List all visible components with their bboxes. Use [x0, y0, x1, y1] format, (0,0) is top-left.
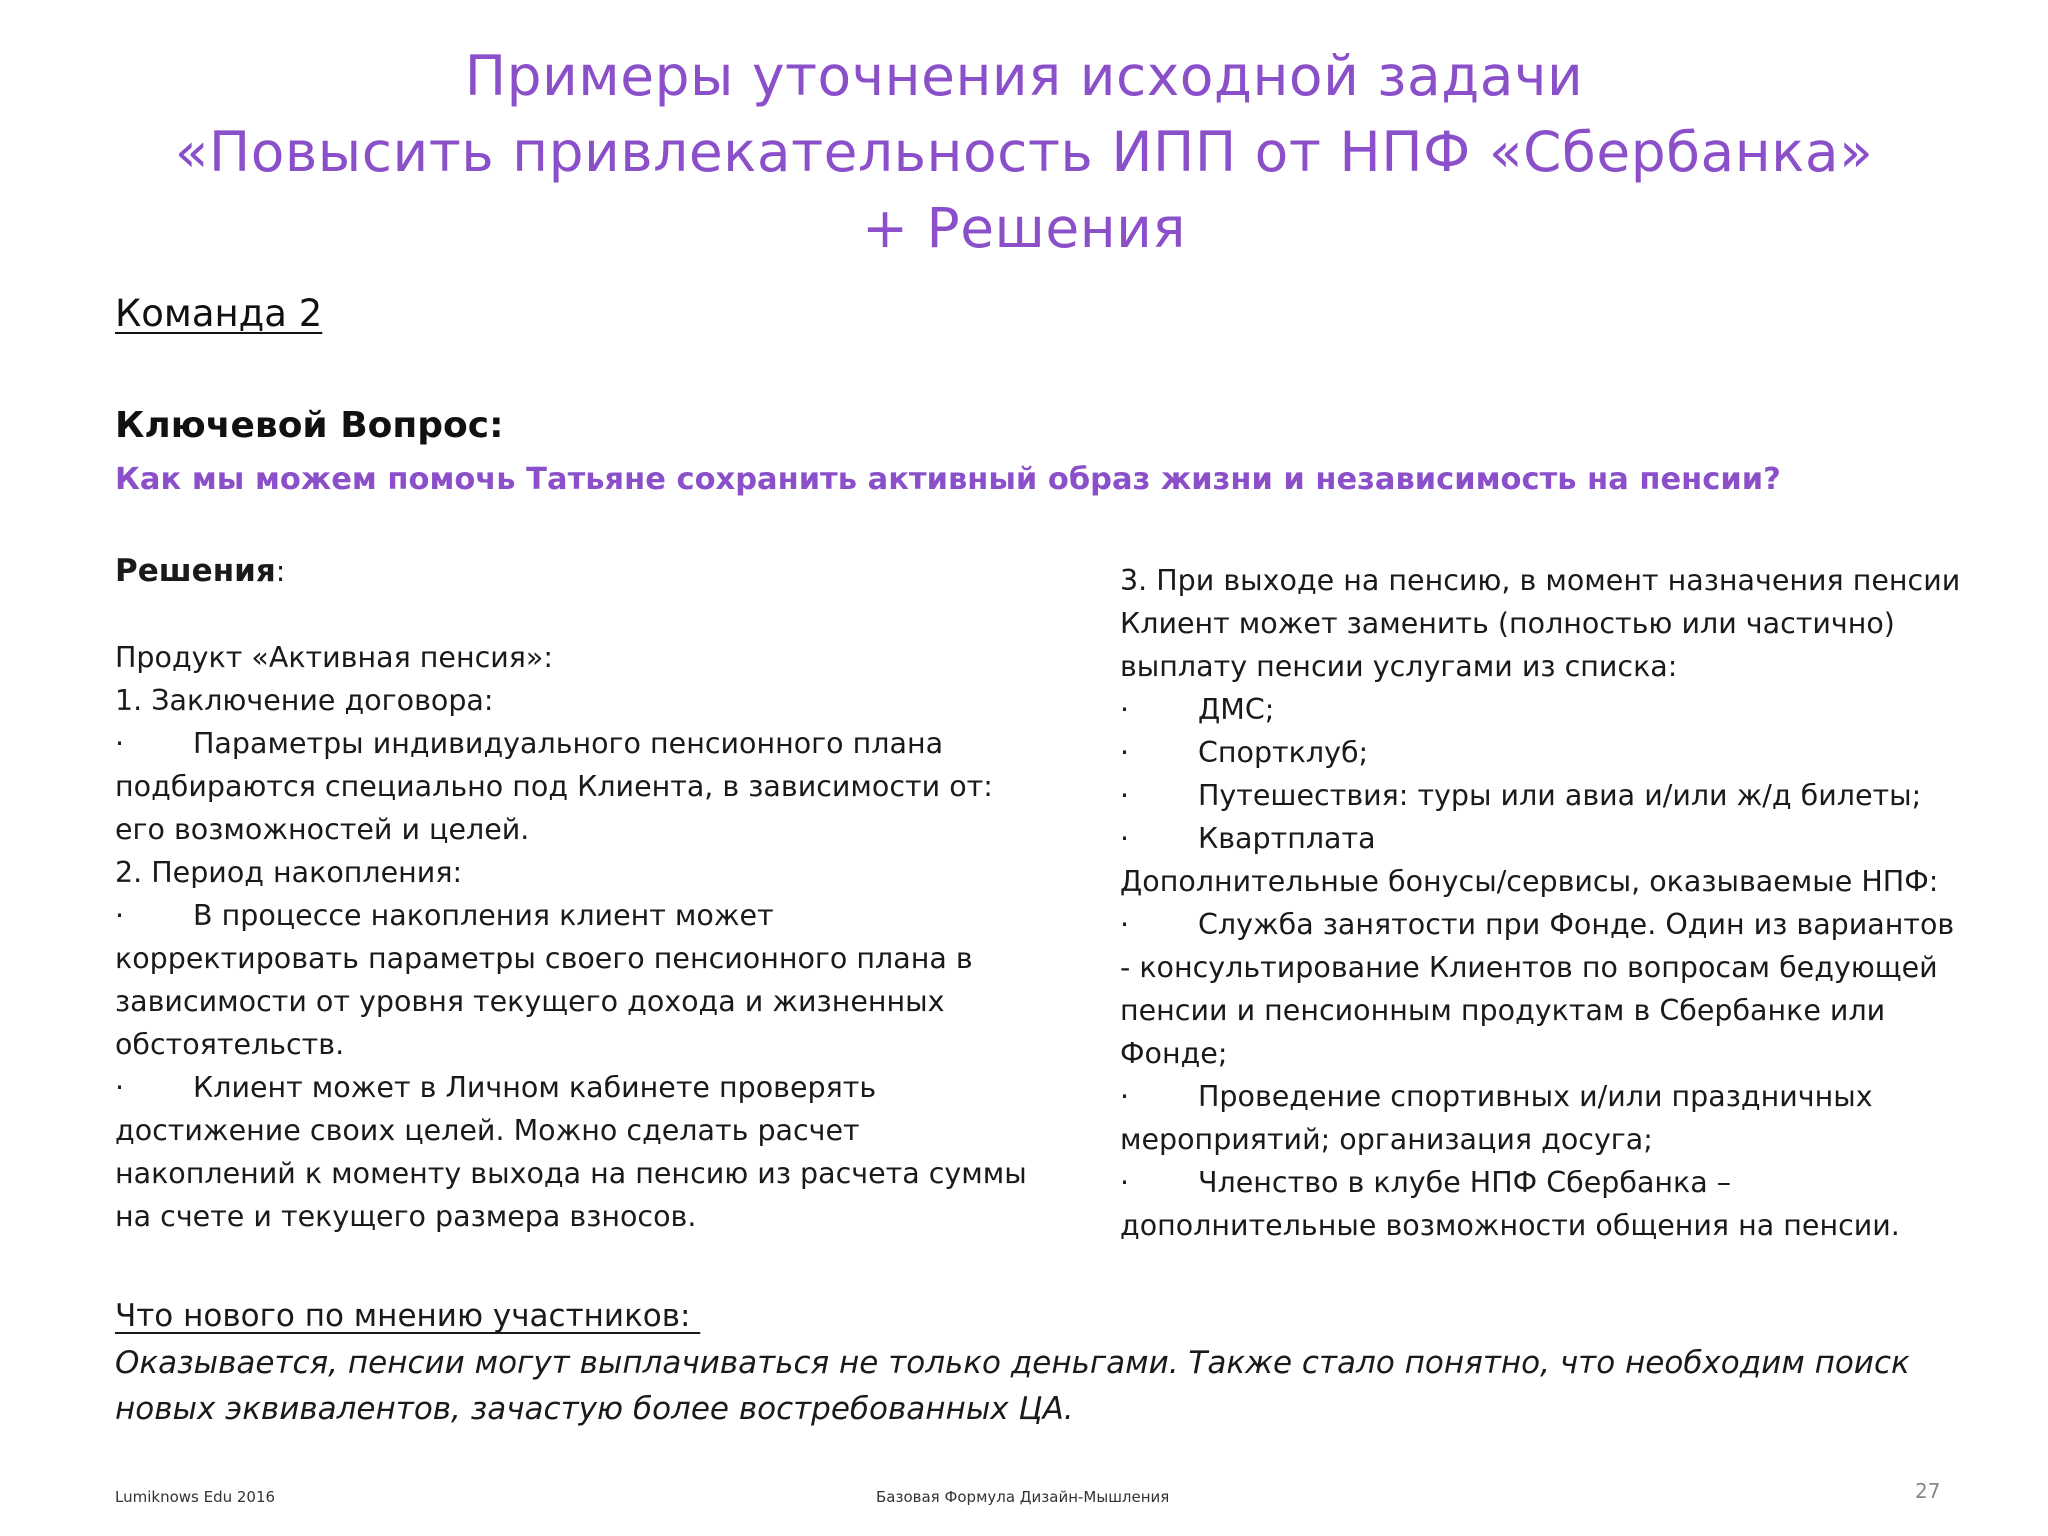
step-3-text: 3. При выходе на пенсию, в момент назначения пенсии	[1120, 564, 1961, 597]
list-item-continuation: пенсии и пенсионным продуктам в Сбербанке или	[1120, 994, 1886, 1027]
list-item: · Параметры индивидуального пенсионного плана	[115, 722, 1045, 765]
bullet-icon: ·	[1120, 908, 1130, 941]
list-item-continuation: зависимости от уровня текущего дохода и жизненных	[115, 985, 945, 1018]
list-item: · Членство в клубе НПФ Сбербанка –	[1120, 1161, 1980, 1204]
bullet-icon: ·	[115, 1071, 125, 1104]
list-item-continuation: корректировать параметры своего пенсионного плана в	[115, 942, 973, 975]
bullet-icon: ·	[1120, 1080, 1130, 1113]
solutions-left-column	[115, 550, 1045, 1238]
whats-new-label: Что нового по мнению участников:	[115, 1298, 701, 1334]
bullet-icon: ·	[1120, 1166, 1130, 1199]
solutions-right-column	[1120, 559, 1980, 1247]
bullet-icon: ·	[1120, 736, 1130, 769]
bullet-icon: ·	[1120, 779, 1130, 812]
list-item-continuation: дополнительные возможности общения на пенсии.	[1120, 1209, 1900, 1242]
list-item: · Клиент может в Личном кабинете проверять	[115, 1066, 1045, 1109]
slide-title	[0, 38, 2048, 266]
title-line-1: Примеры уточнения исходной задачи	[464, 44, 1584, 108]
bullet-icon: ·	[1120, 693, 1130, 726]
list-item-continuation: на счете и текущего размера взносов.	[115, 1200, 697, 1233]
title-line-3: + Решения	[861, 196, 1187, 260]
list-item-continuation: подбираются специально под Клиента, в зависимости от:	[115, 770, 993, 803]
list-item: · В процессе накопления клиент может	[115, 894, 1045, 937]
bullet-icon: ·	[115, 727, 125, 760]
footer-brand: Lumiknows Edu 2016	[115, 1488, 276, 1506]
key-question-text: Как мы можем помочь Татьяне сохранить активный образ жизни и независимость на пенсии?	[115, 462, 1781, 497]
list-item: · ДМС;	[1120, 688, 1980, 731]
list-item: · Проведение спортивных и/или праздничных	[1120, 1075, 1980, 1118]
bullet-icon: ·	[115, 899, 125, 932]
step-2-heading: 2. Период накопления:	[115, 856, 463, 889]
product-name: Продукт «Активная пенсия»:	[115, 641, 553, 674]
step-3-text: выплату пенсии услугами из списка:	[1120, 650, 1678, 683]
list-item-continuation: накоплений к моменту выхода на пенсию из расчета суммы	[115, 1157, 1027, 1190]
step-3-text: Клиент может заменить (полностью или частично)	[1120, 607, 1895, 640]
list-item-continuation: мероприятий; организация досуга;	[1120, 1123, 1653, 1156]
list-item-continuation: - консультирование Клиентов по вопросам бедующей	[1120, 951, 1938, 984]
bullet-icon: ·	[1120, 822, 1130, 855]
list-item: · Спортклуб;	[1120, 731, 1980, 774]
step-1-heading: 1. Заключение договора:	[115, 684, 494, 717]
solutions-label: Решения:	[115, 553, 286, 589]
whats-new-line-1: Оказывается, пенсии могут выплачиваться не только деньгами. Также стало понятно, что необходим поиск	[115, 1345, 1910, 1381]
page-number: 27	[1915, 1479, 1941, 1503]
list-item: · Путешествия: туры или авиа и/или ж/д билеты;	[1120, 774, 1980, 817]
list-item-continuation: Фонде;	[1120, 1037, 1228, 1070]
whats-new-text	[115, 1340, 1975, 1432]
team-heading: Команда 2	[115, 292, 323, 335]
whats-new-line-2: новых эквивалентов, зачастую более востребованных ЦА.	[115, 1391, 1074, 1427]
title-line-2: «Повысить привлекательность ИПП от НПФ «Сбербанка»	[174, 120, 1874, 184]
list-item: · Квартплата	[1120, 817, 1980, 860]
list-item-continuation: его возможностей и целей.	[115, 813, 530, 846]
list-item-continuation: обстоятельств.	[115, 1028, 345, 1061]
key-question-label: Ключевой Вопрос:	[115, 405, 504, 446]
footer-course-title: Базовая Формула Дизайн-Мышления	[876, 1488, 1170, 1506]
list-item-continuation: достижение своих целей. Можно сделать расчет	[115, 1114, 860, 1147]
extra-services-heading: Дополнительные бонусы/сервисы, оказываемые НПФ:	[1120, 865, 1939, 898]
list-item: · Служба занятости при Фонде. Один из вариантов	[1120, 903, 1980, 946]
